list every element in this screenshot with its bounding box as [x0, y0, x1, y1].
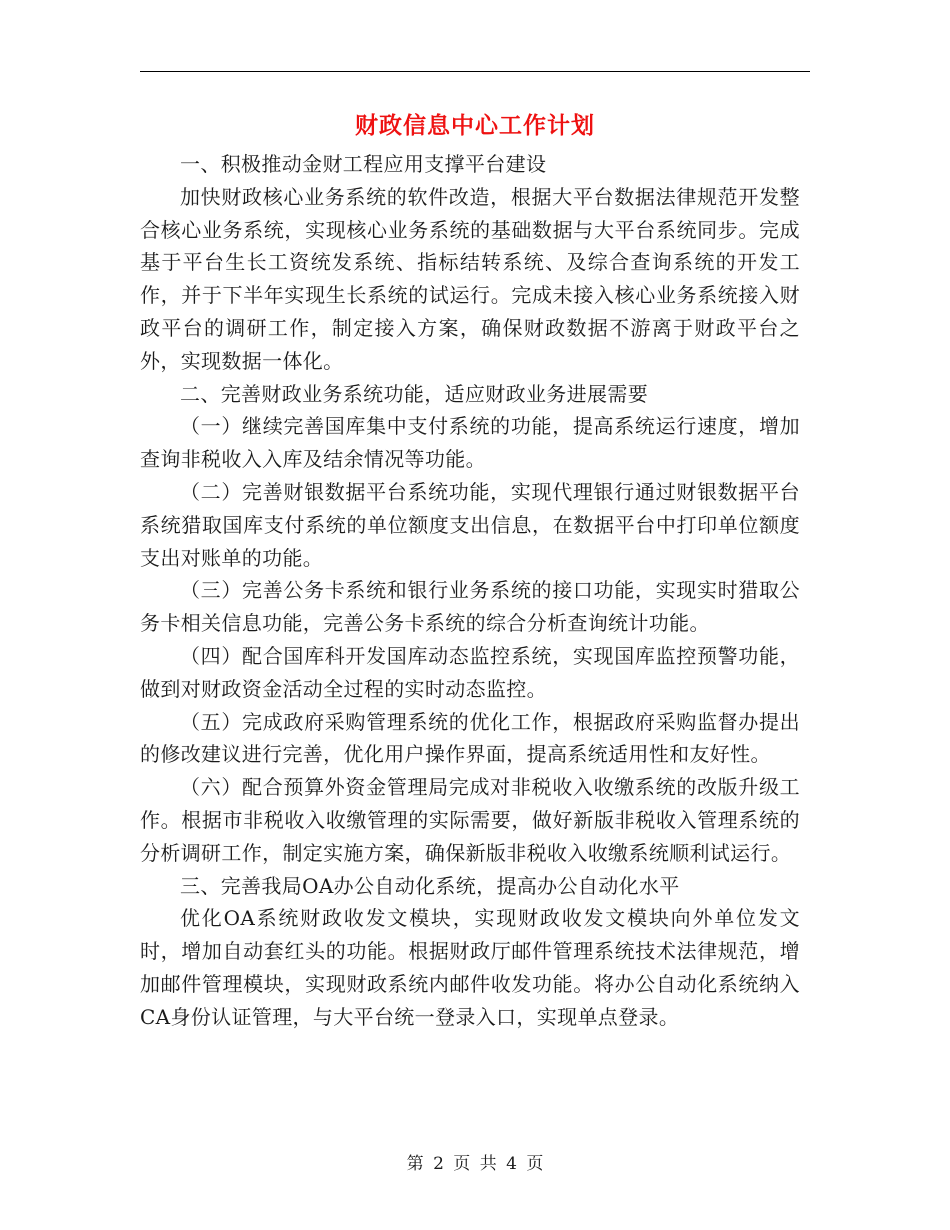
page-number-current: 2	[433, 1154, 444, 1174]
footer-total-label: 页	[526, 1154, 544, 1174]
page-number-total: 4	[506, 1154, 517, 1174]
list-item: （一）继续完善国库集中支付系统的功能，提高系统运行速度，增加查询非税收入入库及结余情况等功能。	[140, 414, 800, 472]
footer-total-prefix: 共	[479, 1154, 497, 1174]
section-heading-3: 三、完善我局OA办公自动化系统，提高办公自动化水平	[180, 873, 680, 898]
section-heading-1: 一、积极推动金财工程应用支撑平台建设	[180, 152, 547, 176]
paragraph: 加快财政核心业务系统的软件改造，根据大平台数据法律规范开发整合核心业务系统，实现核心业务系统的基础数据与大平台系统同步。完成基于平台生长工资统发系统、指标结转系统、及综合查询系统的开发工作，并于下半年实现生长系统的试运行。完成未接入核心业务系统接入财政平台的调研工作，制定接入方案，确保财政数据不游离于财政平台之外，实现数据一体化。	[140, 184, 800, 373]
paragraph: 优化OA系统财政收发文模块，实现财政收发文模块向外单位发文时，增加自动套红头的功能。根据财政厅邮件管理系统技术法律规范，增加邮件管理模块，实现财政系统内邮件收发功能。将办公自动化系统纳入CA身份认证管理，与大平台统一登录入口，实现单点登录。	[140, 906, 800, 1029]
footer-prefix: 第	[406, 1154, 424, 1174]
list-item: （四）配合国库科开发国库动态监控系统，实现国库监控预警功能，做到对财政资金活动全过程的实时动态监控。	[140, 643, 800, 701]
list-item: （二）完善财银数据平台系统功能，实现代理银行通过财银数据平台系统猎取国库支付系统的单位额度支出信息，在数据平台中打印单位额度支出对账单的功能。	[140, 479, 800, 570]
document-title: 财政信息中心工作计划	[355, 112, 595, 139]
list-item: （六）配合预算外资金管理局完成对非税收入收缴系统的改版升级工作。根据市非税收入收缴管理的实际需要，做好新版非税收入管理系统的分析调研工作，制定实施方案，确保新版非税收入收缴系统顺利试运行。	[140, 775, 800, 865]
header-rule	[140, 71, 810, 72]
footer-page-label: 页	[453, 1154, 471, 1174]
page-footer	[0, 1152, 950, 1176]
list-item: （五）完成政府采购管理系统的优化工作，根据政府采购监督办提出的修改建议进行完善，优化用户操作界面，提高系统适用性和友好性。	[140, 709, 800, 767]
document-body	[140, 148, 800, 1034]
section-heading-2: 二、完善财政业务系统功能，适应财政业务进展需要	[180, 381, 649, 406]
list-item: （三）完善公务卡系统和银行业务系统的接口功能，实现实时猎取公务卡相关信息功能，完善公务卡系统的综合分析查询统计功能。	[140, 578, 800, 636]
